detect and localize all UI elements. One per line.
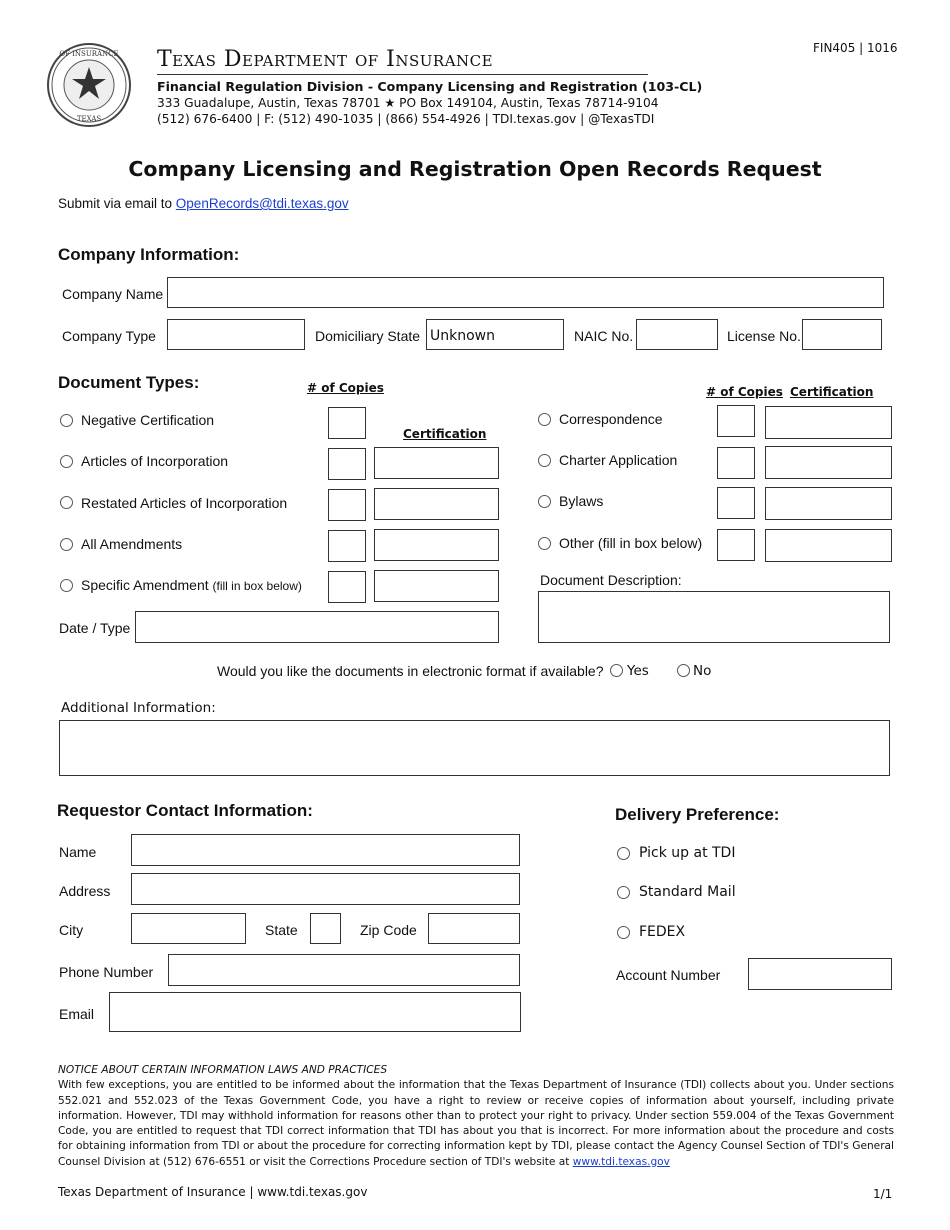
domiciliary-state-input[interactable]: Unknown (426, 319, 564, 350)
correspondence-copies-input[interactable] (717, 405, 755, 437)
requestor-address-label: Address (59, 883, 111, 899)
all-amendments-certification-input[interactable] (374, 529, 499, 561)
restated-articles-certification-input[interactable] (374, 488, 499, 520)
requestor-phone-label: Phone Number (59, 964, 154, 980)
tdi-website-link[interactable]: www.tdi.texas.gov (572, 1155, 670, 1168)
requestor-contact-heading: Requestor Contact Information: (57, 801, 313, 820)
date-type-label: Date / Type (59, 620, 131, 636)
footer-agency: Texas Department of Insurance | www.tdi.texas.gov (58, 1185, 368, 1199)
form-id: FIN405 | 1016 (813, 41, 898, 55)
submit-instruction (58, 196, 349, 211)
all-amendments-label: All Amendments (81, 536, 183, 552)
bylaws-radio[interactable] (538, 495, 551, 508)
other-document-radio[interactable] (538, 537, 551, 550)
agency-name: Texas Department of Insurance (157, 47, 494, 72)
restated-articles-copies-input[interactable] (328, 489, 366, 521)
notice-body (58, 1078, 894, 1170)
requestor-phone-input[interactable] (168, 954, 520, 986)
date-type-input[interactable] (135, 611, 499, 643)
license-no-input[interactable] (802, 319, 882, 350)
privacy-notice (58, 1063, 894, 1170)
requestor-email-label: Email (59, 1006, 95, 1022)
texas-department-of-insurance-seal (46, 42, 132, 128)
articles-of-incorporation-copies-input[interactable] (328, 448, 366, 480)
agency-address: 333 Guadalupe, Austin, Texas 78701 ★ PO Box 149104, Austin, Texas 78714-9104 (157, 96, 659, 110)
specific-amendment-label (81, 577, 302, 593)
company-name-input[interactable] (167, 277, 884, 308)
bylaws-label: Bylaws (559, 493, 604, 509)
svg-text:OF INSURANCE: OF INSURANCE (59, 50, 119, 58)
document-description-input[interactable] (538, 591, 890, 643)
requestor-name-input[interactable] (131, 834, 520, 866)
electronic-yes-label: Yes (627, 663, 649, 679)
company-type-input[interactable] (167, 319, 305, 350)
negative-certification-label: Negative Certification (81, 412, 215, 428)
charter-application-label: Charter Application (559, 452, 678, 468)
delivery-preference-heading: Delivery Preference: (615, 805, 780, 824)
charter-application-copies-input[interactable] (717, 447, 755, 479)
additional-info-input[interactable] (59, 720, 890, 776)
requestor-zip-input[interactable] (428, 913, 520, 944)
notice-body-text: With few exceptions, you are entitled to be informed about the information that the Texas Department of Insurance (TDI) collects about you. Under sections 552.021 and 552.023 of the Texas Government Code, you have a right to review or receive copies of information about yourself, including private information. However, TDI may withhold information for reasons other than to protect your right to privacy. Under section 559.004 of the Texas Government Code, you are entitled to request that TDI correct information that TDI has about you that is incorrect. For more information about the procedure and costs for obtaining information from TDI or about the procedure for correcting information kept by TDI, please contact the Agency Counsel Section of TDI's General Counsel Division at (512) 676-6551 or visit the Corrections Procedure section of TDI's website at (58, 1079, 894, 1168)
electronic-no-label: No (693, 663, 712, 679)
division-name: Financial Regulation Division - Company Licensing and Registration (103-CL) (157, 79, 703, 94)
fedex-label: FEDEX (639, 924, 686, 940)
account-number-input[interactable] (748, 958, 892, 990)
requestor-zip-label: Zip Code (360, 922, 417, 938)
standard-mail-radio[interactable] (617, 886, 630, 899)
electronic-format-question: Would you like the documents in electronic format if available? (217, 663, 604, 679)
correspondence-certification-input[interactable] (765, 406, 892, 439)
charter-application-radio[interactable] (538, 454, 551, 467)
standard-mail-label: Standard Mail (639, 884, 736, 900)
all-amendments-radio[interactable] (60, 538, 73, 551)
requestor-email-input[interactable] (109, 992, 521, 1032)
electronic-no-radio[interactable] (677, 664, 690, 677)
additional-info-label: Additional Information: (61, 700, 216, 716)
requestor-address-input[interactable] (131, 873, 520, 905)
requestor-state-input[interactable] (310, 913, 341, 944)
domiciliary-state-label: Domiciliary State (315, 328, 421, 344)
submit-text: Submit via email to (58, 196, 176, 211)
pickup-at-tdi-label: Pick up at TDI (639, 845, 736, 861)
fedex-radio[interactable] (617, 926, 630, 939)
correspondence-label: Correspondence (559, 411, 663, 427)
specific-amendment-certification-input[interactable] (374, 570, 499, 602)
correspondence-radio[interactable] (538, 413, 551, 426)
other-document-certification-input[interactable] (765, 529, 892, 562)
naic-no-label: NAIC No. (574, 328, 634, 344)
requestor-name-label: Name (59, 844, 97, 860)
company-type-label: Company Type (62, 328, 156, 344)
agency-contact: (512) 676-6400 | F: (512) 490-1035 | (866) 554-4926 | TDI.texas.gov | @TexasTDI (157, 112, 655, 126)
page-title: Company Licensing and Registration Open Records Request (128, 157, 822, 181)
license-no-label: License No. (727, 328, 801, 344)
naic-no-input[interactable] (636, 319, 718, 350)
articles-of-incorporation-radio[interactable] (60, 455, 73, 468)
all-amendments-copies-input[interactable] (328, 530, 366, 562)
pickup-at-tdi-radio[interactable] (617, 847, 630, 860)
restated-articles-label: Restated Articles of Incorporation (81, 495, 288, 511)
specific-amendment-note: (fill in box below) (212, 579, 302, 593)
account-number-label: Account Number (616, 967, 721, 983)
articles-of-incorporation-label: Articles of Incorporation (81, 453, 229, 469)
specific-amendment-copies-input[interactable] (328, 571, 366, 603)
svg-text:TEXAS: TEXAS (76, 115, 102, 123)
charter-application-certification-input[interactable] (765, 446, 892, 479)
page-number: 1/1 (873, 1187, 893, 1201)
right-certification-header: Certification (790, 385, 874, 399)
notice-heading: NOTICE ABOUT CERTAIN INFORMATION LAWS AND PRACTICES (58, 1064, 388, 1076)
document-description-label: Document Description: (540, 572, 682, 588)
header-rule (157, 74, 648, 75)
document-types-heading: Document Types: (58, 373, 200, 392)
requestor-city-label: City (59, 922, 84, 938)
articles-of-incorporation-certification-input[interactable] (374, 447, 499, 479)
other-document-label: Other (fill in box below) (559, 535, 703, 551)
specific-amendment-radio[interactable] (60, 579, 73, 592)
bylaws-certification-input[interactable] (765, 487, 892, 520)
left-copies-header: # of Copies (307, 381, 384, 395)
negative-certification-radio[interactable] (60, 414, 73, 427)
left-certification-header: Certification (403, 427, 487, 441)
negative-certification-copies-input[interactable] (328, 407, 366, 439)
bylaws-copies-input[interactable] (717, 487, 755, 519)
company-name-label: Company Name (62, 286, 164, 302)
electronic-yes-radio[interactable] (610, 664, 623, 677)
company-info-heading: Company Information: (58, 245, 240, 264)
right-copies-header: # of Copies (706, 385, 783, 399)
requestor-state-label: State (265, 922, 298, 938)
open-records-email-link[interactable]: OpenRecords@tdi.texas.gov (175, 196, 349, 211)
restated-articles-radio[interactable] (60, 496, 73, 509)
specific-amendment-text: Specific Amendment (81, 577, 209, 593)
requestor-city-input[interactable] (131, 913, 246, 944)
other-document-copies-input[interactable] (717, 529, 755, 561)
